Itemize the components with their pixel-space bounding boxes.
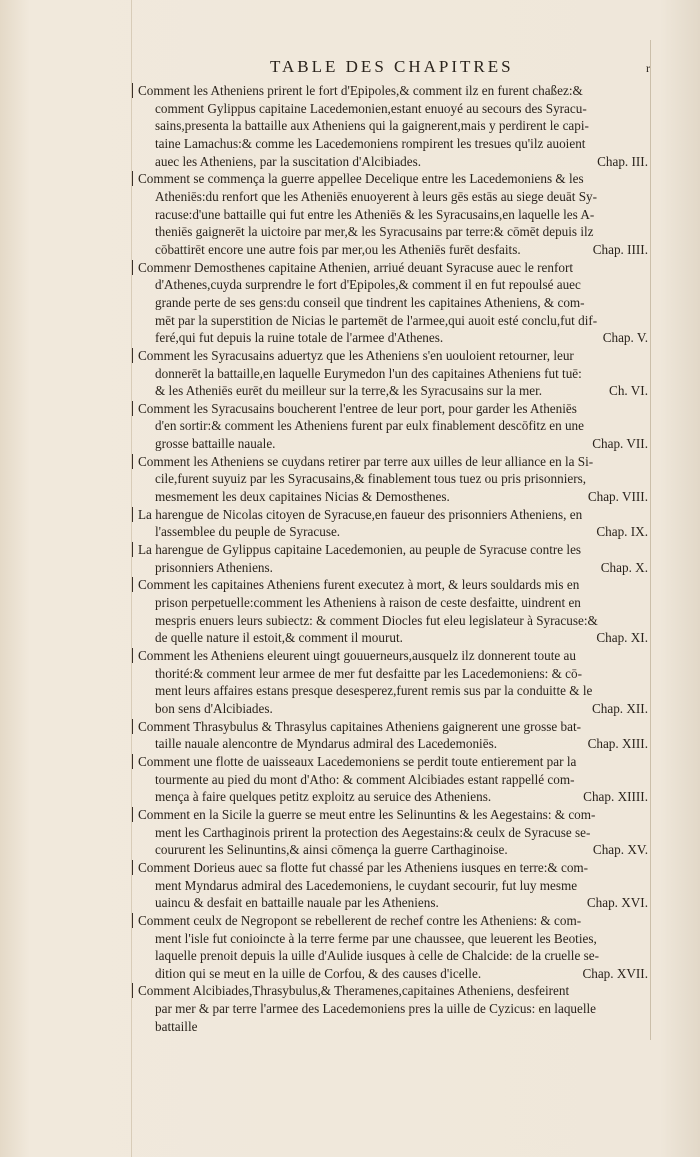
entry-line: Comment les Atheniens se cuydans retirer par terre aux uilles de leur alliance en la Si- (138, 453, 594, 469)
entry-line: Comment les Atheniens eleurent uingt gouuerneurs,ausquelz ilz donnerent toute au (138, 648, 577, 663)
entry-marker (132, 719, 133, 734)
entry-marker (132, 983, 133, 998)
entry-line: Comment Alcibiades,Thrasybulus,& Theramenes,capitaines Atheniens, desfeirent (138, 983, 570, 999)
entry-line: ment leurs affaires estans presque desesperez,furent remis sus par la conduitte & le (155, 683, 593, 699)
entry-line: prison perpetuelle:comment les Atheniens à raison de ceste desfaitte, uindrent en (155, 595, 581, 611)
entry-marker (132, 542, 133, 557)
entry-line: Comment Thrasybulus & Thrasylus capitaines Atheniens gaignerent une grosse bat- (138, 718, 582, 734)
entry-marker (132, 507, 133, 522)
entry-line: d'en sortir:& comment les Atheniens furent par eulx finablement descōfitz en une (155, 418, 585, 434)
entry-line: taille nauale alencontre de Myndarus admiral des Lacedemoniēs. (155, 736, 497, 752)
chapter-entry (138, 506, 650, 541)
entry-line: Comment les Syracusains boucherent l'entree de leur port, pour garder les Atheniēs (138, 400, 577, 416)
entry-line: grande perte de ses gens:du conseil que tindrent les capitaines Atheniens, & com- (155, 294, 585, 310)
entry-line: coururent les Selinuntins,& ainsi cōmença la guerre Carthaginoise. (155, 842, 508, 858)
entry-marker (132, 83, 133, 98)
signature-mark: r (646, 61, 650, 75)
entry-line: grosse battaille nauale. (155, 436, 276, 452)
chapter-number: Chap. X. (600, 559, 648, 575)
entry-line: mença à faire quelques petitz exploitz au seruice des Atheniens. (155, 789, 492, 805)
entry-marker (132, 648, 133, 663)
entry-marker (132, 171, 133, 186)
entry-line: ment l'isle fut conioincte à la terre ferme par une chaussee, que leuerent les Beoties, (155, 930, 597, 946)
entry-line: theniēs gaignerēt la uictoire par mer,& les Syracusains par terre:& cōmēt depuis ilz (155, 224, 594, 240)
entry-line: par mer & par terre l'armee des Lacedemoniens pres la uille de Cyzicus: en laquelle (155, 1001, 597, 1017)
entry-line: Comment en la Sicile la guerre se meut entre les Selinuntins & les Aegestains: & com- (138, 806, 596, 822)
entry-line: mesmement les deux capitaines Nicias & Demosthenes. (155, 489, 450, 505)
chapter-number: Chap. VIII. (587, 489, 648, 505)
chapter-number: Chap. XIII. (587, 736, 648, 752)
entry-line: Comment Dorieus auec sa flotte fut chassé par les Atheniens iusques en terre:& com- (138, 859, 589, 875)
entry-line: d'Athenes,cuyda surprendre le fort d'Epipoles,& comment il en fut repoulsé auec (155, 277, 581, 293)
entry-line: Comment les Syracusains aduertyz que les Atheniens s'en uouloient retourner, leur (138, 347, 574, 363)
entry-line: prisonniers Atheniens. (155, 559, 273, 575)
chapter-entry (138, 718, 650, 753)
page-right-edge (650, 40, 651, 1040)
chapter-entry (138, 753, 650, 806)
entry-line: battaille (155, 1018, 198, 1034)
entry-line: cile,furent suyuiz par les Syracusains,& finablement tous tuez ou pris prisonniers, (155, 471, 587, 487)
entry-line: Comment les Atheniens prirent le fort d'Epipoles,& comment ilz en furent chaßez:& (138, 83, 583, 98)
entry-marker (132, 807, 133, 822)
entry-line: Comment ceulx de Negropont se rebellerent de rechef contre les Atheniens: & com- (138, 912, 582, 928)
chapter-entry (138, 982, 650, 1035)
chapter-number: Chap. XII. (591, 700, 648, 716)
chapter-number: Chap. IX. (596, 524, 648, 540)
chapter-entry (138, 576, 650, 647)
chapter-entry (138, 806, 650, 859)
entry-line: ment les Carthaginois prirent la protection des Aegestains:& ceulx de Syracuse se- (155, 824, 591, 840)
running-head: TABLE DES CHAPITRES (270, 57, 514, 76)
entry-line: mēt par la superstition de Nicias le partemēt de l'armee,qui auoit esté conclu,fut dif- (155, 312, 598, 328)
entry-line: donnerēt la battaille,en laquelle Eurymedon l'un des capitaines Atheniens fut tuē: (155, 365, 582, 381)
entry-marker (132, 577, 133, 592)
entry-line: Atheniēs:du renfort que les Atheniēs enuoyerent à leurs gēs estās au siege deuāt Sy- (155, 188, 598, 204)
entry-line: sains,presenta la battaille aux Atheniens qui la gaignerent,mais y perdirent le capi- (155, 118, 589, 134)
entry-line: bon sens d'Alcibiades. (155, 700, 273, 716)
chapter-entry (138, 400, 650, 453)
chapter-number: Ch. VI. (609, 383, 648, 399)
entry-line: feré,qui fut depuis la ruine totale de l'armee d'Athenes. (155, 330, 444, 346)
entry-line: & les Atheniēs eurēt du meilleur sur la terre,& les Syracusains sur la mer. (155, 383, 543, 399)
chapter-entry (138, 347, 650, 400)
chapter-number: Chap. VII. (592, 436, 648, 452)
entry-line: Comment une flotte de uaisseaux Lacedemoniens se perdit toute entierement par la (138, 753, 577, 769)
entry-line: comment Gylippus capitaine Lacedemonien,estant enuoyé au secours des Syracu- (155, 100, 587, 116)
chapter-number: Chap. III. (597, 153, 648, 169)
entry-line: dition qui se meut en la uille de Corfou, & des causes d'icelle. (155, 965, 482, 981)
chapter-entry (138, 647, 650, 718)
chapter-table (138, 82, 650, 1035)
chapter-entry (138, 170, 650, 258)
entry-line: mespris enuers leurs subiectz: & comment Diocles fut eleu legislateur à Syracuse:& (155, 612, 598, 628)
chapter-number: Chap. XVII. (582, 965, 648, 981)
entry-marker (132, 913, 133, 928)
entry-line: de quelle nature il estoit,& comment il mourut. (155, 630, 403, 646)
chapter-entry (138, 912, 650, 983)
chapter-entry (138, 859, 650, 912)
entry-line: La harengue de Gylippus capitaine Lacedemonien, au peuple de Syracuse contre les (138, 542, 582, 558)
entry-line: cōbattirēt encore une autre fois par mer,ou les Atheniēs furēt desfaits. (155, 241, 521, 257)
chapter-entry (138, 259, 650, 347)
entry-line: Comment se commença la guerre appellee Decelique entre les Lacedemoniens & les (138, 171, 584, 187)
entry-line: tourmente au pied du mont d'Atho: & comment Alcibiades estant rappellé com- (155, 771, 575, 787)
chapter-entry (138, 453, 650, 506)
chapter-number: Chap. V. (602, 330, 648, 346)
chapter-number: Chap. XI. (596, 630, 648, 646)
entry-line: auec les Atheniens, par la suscitation d'Alcibiades. (155, 153, 422, 169)
chapter-number: Chap. XV. (592, 842, 648, 858)
chapter-number: Chap. XIIII. (583, 789, 648, 805)
entry-line: racuse:d'une battaille qui fut entre les Atheniēs & les Syracusains,en laquelle les A- (155, 206, 595, 222)
entry-line: Commenr Demosthenes capitaine Athenien, arriué deuant Syracuse auec le renfort (138, 259, 574, 275)
entry-marker (132, 454, 133, 469)
entry-marker (132, 860, 133, 875)
entry-line: laquelle prenoit depuis la uille d'Aulide iusques à celle de Chalcide: de la cruelle se- (155, 948, 599, 964)
entry-line: l'assemblee du peuple de Syracuse. (155, 524, 341, 540)
entry-line: La harengue de Nicolas citoyen de Syracuse,en faueur des prisonniers Atheniens, en (138, 506, 583, 522)
entry-marker (132, 754, 133, 769)
entry-line: thorité:& comment leur armee de mer fut desfaitte par les Lacedemoniens: & cō- (155, 665, 582, 681)
chapter-number: Chap. IIII. (592, 241, 648, 257)
entry-marker (132, 401, 133, 416)
entry-line: ment Myndarus admiral des Lacedemoniens, le cuydant secourir, fut luy mesme (155, 877, 578, 893)
entry-line: Comment les capitaines Atheniens furent executez à mort, & leurs souldards mis en (138, 577, 580, 593)
chapter-entry (138, 541, 650, 576)
entry-marker (132, 348, 133, 363)
entry-marker (132, 260, 133, 275)
entry-line: taine Lamachus:& comme les Lacedemoniens rompirent les tresues qu'ilz auoient (155, 135, 586, 151)
chapter-number: Chap. XVI. (586, 895, 648, 911)
chapter-entry (138, 82, 650, 170)
entry-line: uaincu & desfait en battaille nauale par les Atheniens. (155, 895, 439, 911)
